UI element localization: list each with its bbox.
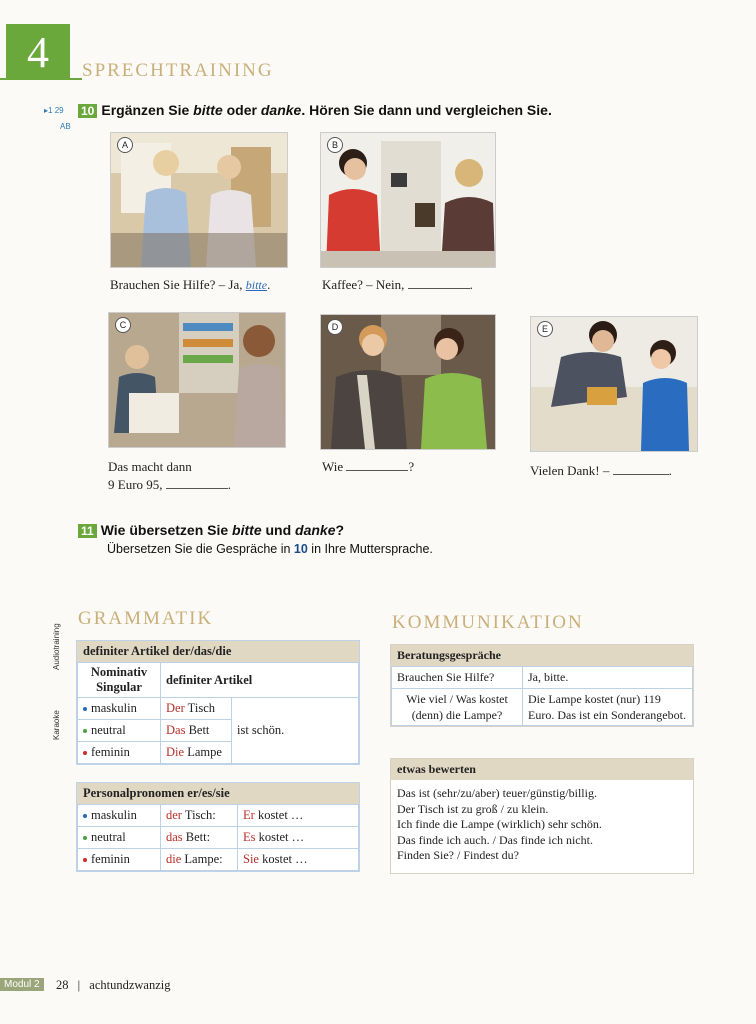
phrase-cell: Die Lampe kostet (nur) 119 Euro. Das ist ein Sonderangebot. (523, 689, 693, 726)
page-word: achtundzwanzig (89, 978, 171, 992)
answer-blank (613, 462, 669, 475)
page-footer (56, 978, 170, 993)
task-number: 10 (78, 104, 97, 118)
gender-cell: neutral (78, 827, 161, 849)
photo-d (320, 314, 496, 450)
column-header: Nominativ Singular (78, 663, 161, 698)
task-instruction: Wie übersetzen Sie bitte und danke? (100, 522, 345, 538)
audio-track-label[interactable]: ▸1 29 (44, 106, 64, 115)
phrase-line: Das ist (sehr/zu/aber) teuer/günstig/billig. (397, 786, 597, 800)
bullet-icon (83, 707, 87, 711)
task-number: 11 (78, 524, 97, 538)
photo-b (320, 132, 496, 268)
gender-cell: neutral (78, 720, 161, 742)
photo-a (110, 132, 288, 268)
phrase-line: Der Tisch ist zu groß / zu klein. (397, 801, 549, 816)
box-header: Beratungsgespräche (391, 645, 693, 666)
phrase-cell: Wie viel / Was kostet (denn) die Lampe? (392, 689, 523, 726)
phrase-line: Das finde ich auch. / Das finde ich nicht. (397, 832, 593, 847)
table-header: definiter Artikel der/das/die (77, 641, 359, 662)
photo-c (108, 312, 286, 448)
article-cell: die Lampe: (161, 849, 238, 871)
photo-a-image (111, 133, 287, 267)
answer-blank (166, 476, 228, 489)
task11-subinstruction: Übersetzen Sie die Gespräche in 10 in Ihre Muttersprache. (107, 542, 433, 556)
photo-label-b: B (327, 137, 343, 153)
bullet-icon (83, 836, 87, 840)
column-header: definiter Artikel (161, 663, 359, 698)
caption-b: Kaffee? – Nein, . (322, 277, 473, 292)
pronoun-cell: Sie kostet … (238, 849, 359, 871)
caption-a: Brauchen Sie Hilfe? – Ja, bitte. (110, 277, 271, 292)
phrase-list (391, 780, 693, 870)
gender-cell: feminin (78, 849, 161, 871)
kommunikation-title: KOMMUNIKATION (392, 612, 584, 633)
chapter-number: 4 (6, 24, 70, 80)
photo-label-c: C (115, 317, 131, 333)
photo-c-image (109, 313, 285, 447)
footer-separator: | (77, 978, 81, 992)
bullet-icon (83, 729, 87, 733)
workbook-label: AB (60, 122, 71, 131)
bullet-icon (83, 858, 87, 862)
filled-answer: bitte (245, 278, 268, 292)
grammar-table-pronouns (76, 782, 360, 872)
grammatik-title: GRAMMATIK (78, 608, 214, 629)
photo-e (530, 316, 698, 452)
audiotraining-tab[interactable]: Audiotraining (52, 623, 61, 670)
photo-label-a: A (117, 137, 133, 153)
phrase-cell: Brauchen Sie Hilfe? (392, 667, 523, 689)
grammar-table-articles (76, 640, 360, 765)
task11-header (78, 522, 344, 540)
answer-blank (346, 458, 408, 471)
pronoun-cell: Er kostet … (238, 805, 359, 827)
article-cell: der Tisch: (161, 805, 238, 827)
phrase-line: Finden Sie? / Findest du? (397, 848, 519, 862)
bullet-icon (83, 814, 87, 818)
caption-d: Wie ? (322, 459, 415, 474)
communication-box-evaluate (390, 758, 694, 874)
article-cell: Das Bett (161, 720, 232, 742)
caption-e: Vielen Dank! – . (530, 463, 672, 478)
task10-header (78, 102, 552, 120)
box-header: etwas bewerten (391, 759, 693, 780)
gender-cell: feminin (78, 742, 161, 764)
communication-box-consulting (390, 644, 694, 727)
photo-e-image (531, 317, 697, 451)
table-header: Personalpronomen er/es/sie (77, 783, 359, 804)
phrase-line: Ich finde die Lampe (wirklich) sehr schön. (397, 817, 602, 831)
photo-d-image (321, 315, 495, 449)
karaoke-tab[interactable]: Karaoke (52, 710, 61, 740)
photo-label-e: E (537, 321, 553, 337)
photo-label-d: D (327, 319, 343, 335)
answer-blank (408, 276, 470, 289)
page-number: 28 (56, 978, 69, 992)
module-badge: Modul 2 (0, 978, 44, 991)
photo-b-image (321, 133, 495, 267)
caption-c: Das macht dann 9 Euro 95, . (108, 459, 232, 492)
article-cell: das Bett: (161, 827, 238, 849)
predicate-cell: ist schön. (232, 698, 359, 764)
article-cell: Der Tisch (161, 698, 232, 720)
chapter-line (0, 78, 82, 80)
gender-cell: maskulin (78, 698, 161, 720)
task-instruction: Ergänzen Sie bitte oder danke. Hören Sie dann und vergleichen Sie. (101, 102, 552, 118)
section-title: SPRECHTRAINING (82, 60, 274, 81)
phrase-cell: Ja, bitte. (523, 667, 693, 689)
bullet-icon (83, 751, 87, 755)
pronoun-cell: Es kostet … (238, 827, 359, 849)
gender-cell: maskulin (78, 805, 161, 827)
article-cell: Die Lampe (161, 742, 232, 764)
